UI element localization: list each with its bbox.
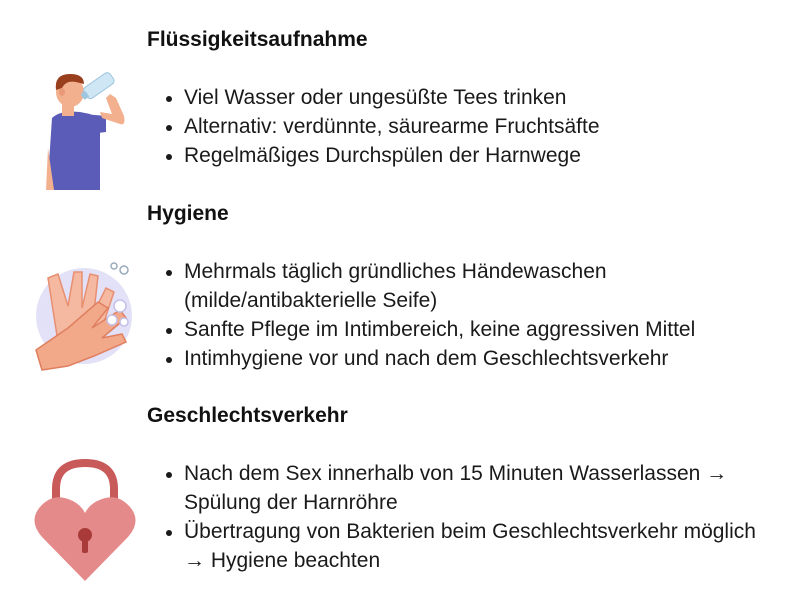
- list-item: • Alternativ: verdünnte, säurearme Fruchtsäfte: [184, 112, 784, 141]
- list-item: • Nach dem Sex innerhalb von 15 Minuten Wasserlassen → Spülung der Harnröhre: [184, 459, 774, 517]
- intercourse-list: [163, 459, 774, 575]
- hygiene-list: [163, 257, 774, 373]
- list-item: • Regelmäßiges Durchspülen der Harnwege: [184, 141, 784, 170]
- person-drinking-water-icon: [40, 68, 130, 190]
- list-item: • Mehrmals täglich gründliches Händewaschen (milde/antibakterielle Seife): [184, 257, 774, 315]
- heart-padlock-icon: [34, 455, 136, 585]
- section-heading: Hygiene: [147, 202, 229, 225]
- list-item: • Intimhygiene vor und nach dem Geschlechtsverkehr: [184, 344, 774, 373]
- list-item: • Sanfte Pflege im Intimbereich, keine aggressiven Mittel: [184, 315, 774, 344]
- section-heading: Geschlechtsverkehr: [147, 404, 348, 427]
- fluid-intake-list: [163, 83, 784, 170]
- section-heading: Flüssigkeitsaufnahme: [147, 28, 368, 51]
- list-item: • Übertragung von Bakterien beim Geschlechtsverkehr möglich → Hygiene beachten: [184, 517, 774, 575]
- list-item: • Viel Wasser oder ungesüßte Tees trinken: [184, 83, 784, 112]
- hand-washing-icon: [28, 258, 138, 374]
